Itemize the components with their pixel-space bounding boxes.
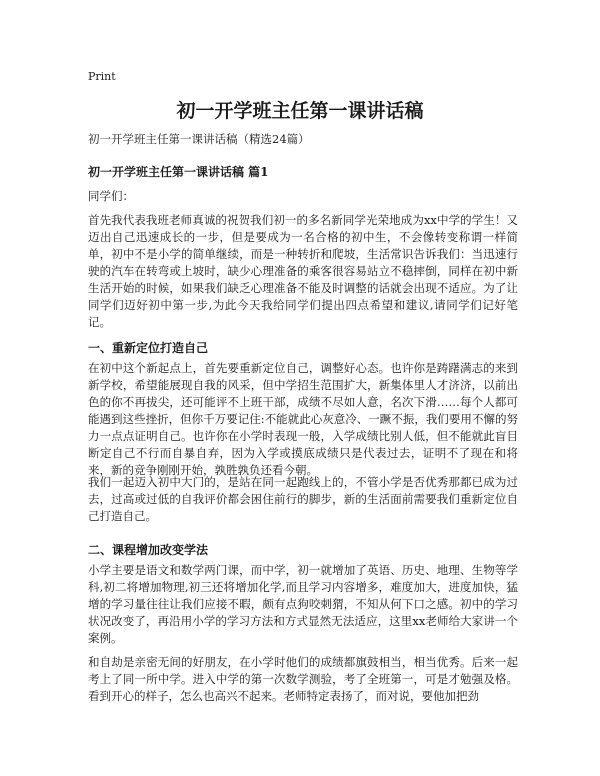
greeting: 同学们：: [88, 189, 134, 203]
print-link[interactable]: Print: [88, 70, 116, 83]
section-2-paragraph-1: 小学主要是语文和数学两门课，而中学，初一就增加了英语、历史、地理、生物等学科,初二将增加物理,初三还将增加化学,而且学习内容增多，难度加大，进度加快，猛增的学习量往往让我们应接不暇，颇有点狗咬刺猬，不知从何下口之感。初中的学习状况改变了，再沿用小学的学习方法和方式显然无法适应，这里xx老师给大家讲一个案例。: [88, 563, 518, 645]
section-2-paragraph-2: 和自劫是亲密无间的好朋友，在小学时他们的成绩都旗鼓相当，相当优秀。后来一起考上了同一所中学。进入中学的第一次数学测验，考了全班第一，可是才勉强及格。看到开心的样子，怎么也高兴不起来。老师特定表扬了，而对说，要他加把劲: [88, 655, 518, 703]
section-1-paragraph-1: 在初中这个新起点上，首先要重新定位自己，调整好心态。也许你是踌躇满志的来到新学校，希望能展现自我的风采，但中学招生范围扩大，新集体里人才济济，以前出色的你不再拔尖，还可能评不上班干部，成绩不尽如人意，名次下滑……每个人都可能遇到这些挫折，但你千万要记住:不能就此心灰意冷、一蹶不振，我们要用不懈的努力一点点证明自己。也许你在小学时表现一般，入学成绩比别人低，但不能就此盲目断定自己不行而自暴自弃，因为入学或摸底成绩只是代表过去，证明不了现在和将来，新的竞争刚刚开始，孰胜孰负还看今朝。: [88, 361, 518, 477]
document-subtitle: 初一开学班主任第一课讲话稿（精选24篇）: [88, 132, 310, 146]
article-heading: 初一开学班主任第一课讲话稿 篇1: [88, 165, 269, 179]
intro-paragraph: 首先我代表我班老师真诚的祝贺我们初一的多名新同学光荣地成为xx中学的学生！又迈出自己迅速成长的一步，但是要成为一名合格的初中生，不会像转变称谓一样简单，初中不是小学的简单继续，而是一种转折和爬坡，生活常识告诉我们：当迅速行驶的汽车在转弯或上坡时，缺少心理准备的乘客很容易站立不稳摔倒，同样在初中新生活开始的时候，如果我们缺乏心理准备不能及时调整的话就会出现不适应。为了让同学们迈好初中第一步,为此今天我给同学们提出四点希望和建议,请同学们记好笔记。: [88, 213, 518, 329]
section-heading-1: 一、重新定位打造自己: [88, 341, 209, 355]
document-title: 初一开学班主任第一课讲话稿: [176, 100, 424, 122]
section-heading-2: 二、课程增加改变学法: [88, 543, 209, 557]
section-1-paragraph-2: 我们一起迈入初中大门的，是站在同一起跑线上的，不管小学是否优秀那都已成为过去，过高或过低的自我评价都会困住前行的脚步，新的生活面前需要我们重新定位自己打造自己。: [88, 475, 518, 523]
